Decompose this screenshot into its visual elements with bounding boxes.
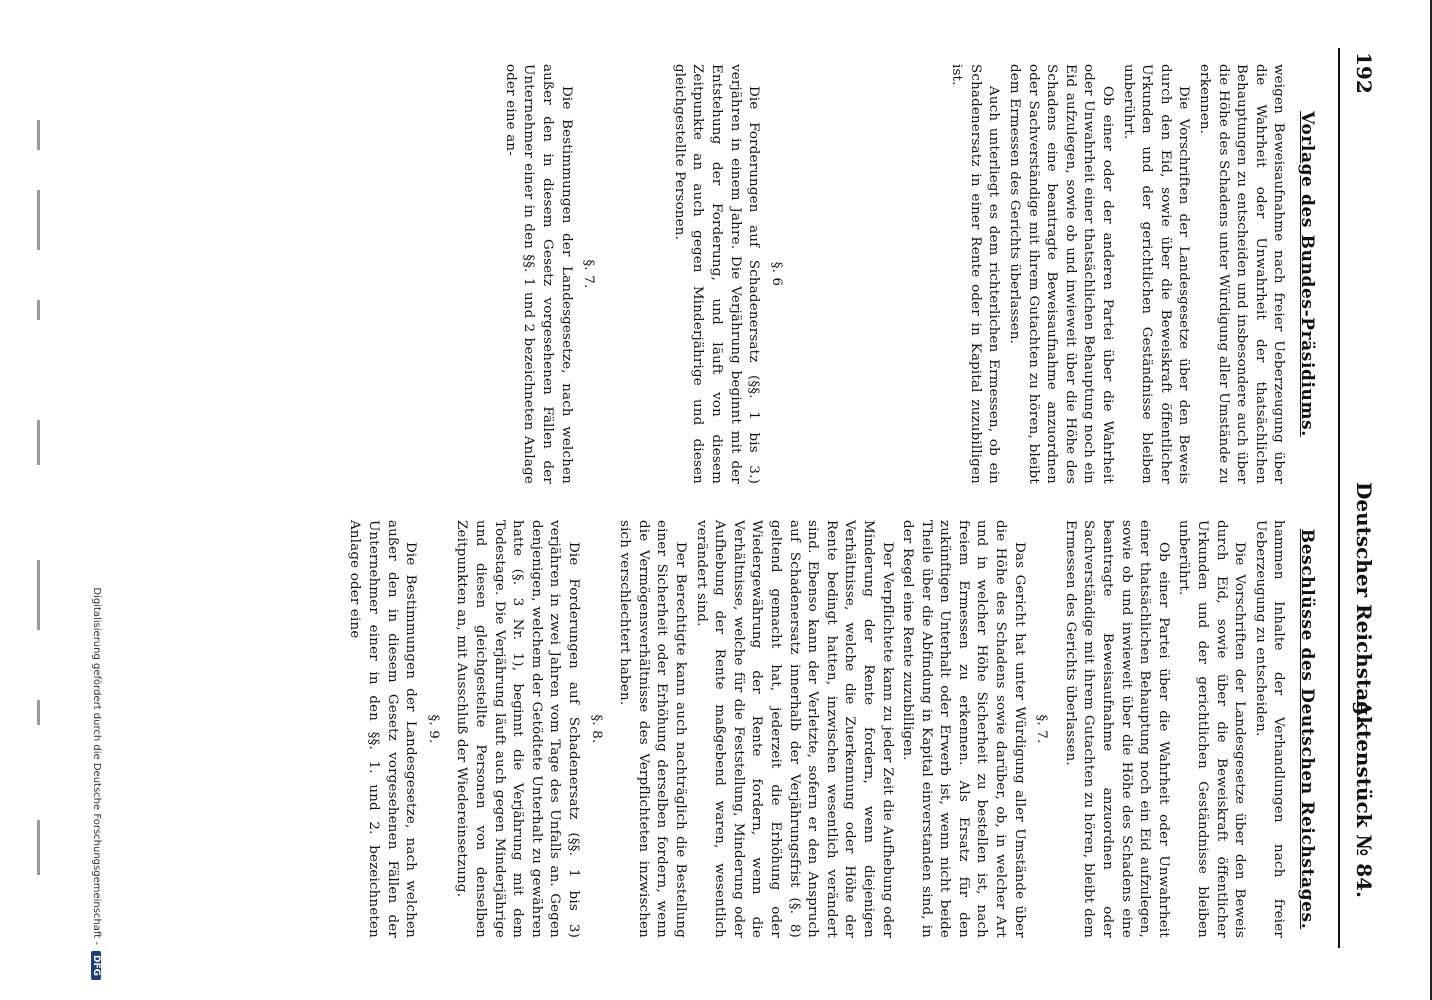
- section-heading: §. 7.: [1034, 714, 1050, 744]
- dfg-logo: DFG: [91, 951, 101, 980]
- section-heading: §. 6: [768, 261, 784, 287]
- page-number: 192: [1352, 52, 1376, 94]
- right-paragraph: Ob einer Partei über die Wahrheit oder Unwahrheit einer thatsächlichen Behauptung noch ein Eid aufzulegen, sowie ob und inwieweit über die Höhe des Schadens eine beantragte Beweisaufnahme anzuordnen oder Sachverständige mit ihrem Gutachten zu hören, bleibt dem Ermessen des Gerichts überlassen.: [1062, 520, 1171, 938]
- right-column: [343, 520, 1316, 938]
- section-heading: §. 9.: [425, 714, 441, 744]
- section-heading: §. 7.: [581, 259, 597, 289]
- section-text: Die Forderungen auf Schadenersatz (§§. 1 bis 3) verjähren in zwei Jahren vom Tage des Unfalls an. Gegen denjenigen, welchem der Getödtete Unterhalt zu gewähren hatte (§. 3 Nr. 1), beginnt die Verjährung mit dem Todestage. Die Verjährung läuft auch gegen Minderjährige und diesen gleichgestellte Personen von denselben Zeitpunkten an, mit Ausschluß der Wiedereinsetzung.: [454, 520, 582, 938]
- scan-artifacts: [30, 0, 40, 1000]
- right-column-title: Beschlüsse des Deutschen Reichstages.: [1297, 528, 1317, 930]
- section-text: Die Forderungen auf Schadenersatz (§§. 1 bis 3.) verjähren in einem Jahre. Die Verjährung beginnt mit der Entstehung der Forderung, und läuft von diesem Zeitpunkte an auch gegen Minderjährige und diesen gleichgestellte Personen.: [671, 64, 762, 484]
- section-text: Der Verpflichtete kann zu jeder Zeit die Aufhebung oder Minderung der Rente fordern, wenn diejenigen Verhältnisse, welche die Zuerkennung oder Höhe der Rente bedingt hatten, inzwischen wesentlich verändert sind. Ebenso kann der Verletzte, sofern er den Anspruch auf Schadenersatz innerhalb der Verjährungsfrist (§. 8) geltend gemacht hat, jederzeit die Erhöhung oder Wiedergewährung der Rente fordern, wenn die Verhältnisse, welche für die Feststellung, Minderung oder Aufhebung der Rente maßgebend waren, wesentlich verändert sind.: [693, 520, 895, 938]
- section-text: Das Gericht hat unter Würdigung aller Umstände über die Höhe des Schadens sowie darüber, ob, in welcher Art und in welcher Höhe Sicherheit zu bestellen ist, nach freiem Ermessen zu erkennen. Als Ersatz für den zukünftigen Unterhalt oder Erwerb ist, wenn nicht beide Theile über die Abfindung in Kapital einverstanden sind, in der Regel eine Rente zuzubilligen.: [900, 520, 1027, 938]
- left-paragraph: weigen Beweisaufnahme nach freier Ueberzeugung über die Wahrheit oder Unwahrheit der thatsächlichen Behauptungen zu entscheiden und insbesondere auch über die Höhe des Schadens unter Würdigung aller Umstände zu erkennen.: [1197, 64, 1287, 484]
- section-text: Die Bestimmungen der Landesgesetze, nach welchen außer den in diesem Gesetz vorgesehenen Fällen der Unternehmer einer in den §§. 1 und 2 bezeichneten Anlage oder eine an-: [502, 64, 574, 484]
- left-paragraph: Auch unterliegt es dem richterlichen Ermessen, ob ein Schadenersatz in einer Rente oder in Kapital zuzubilligen ist.: [949, 64, 1002, 484]
- document-reference: Aktenstück № 84.: [1352, 700, 1376, 898]
- credit-text: Digitalisierung gefördert durch die Deutsche Forschungsgemeinschaft -: [91, 587, 102, 945]
- section-text: Die Bestimmungen der Landesgesetze, nach welchen außer den in diesem Gesetz vorgesehenen Fällen der Unternehmer einer in den §§. 1. und 2. bezeichneten Anlage oder eine: [347, 520, 419, 938]
- left-paragraph: Ob einer oder der anderen Partei über die Wahrheit oder Unwahrheit einer thatsächlichen Behauptung noch ein Eid aufzulegen, sowie ob und inwieweit über die Höhe des Schadens eine beantragte Beweisaufnahme anzuordnen oder Sachverständige mit ihrem Gutachten zu hören, bleibt dem Ermessen des Gerichts überlassen.: [1007, 64, 1116, 484]
- header-rule: [1338, 48, 1340, 948]
- page-header: [1344, 42, 1380, 958]
- right-paragraph: hammen Inhalte der Verhandlungen nach freier Ueberzeugung zu entscheiden.: [1252, 520, 1287, 938]
- right-paragraph: Die Vorschriften der Landesgesetze über den Beweis durch Eid, sowie über die Beweiskraft öffentlicher Urkunden und der gerichtlichen Geständnisse bleiben unberührt.: [1176, 520, 1248, 938]
- page-title: Deutscher Reichstag.: [1352, 482, 1376, 723]
- section-text: Der Berechtigte kann auch nachträglich die Bestellung einer Sicherheit oder Erhöhung derselben fordern, wenn die Vermögensverhältnisse des Verpflichteten inzwischen sich verschlechtert haben.: [617, 520, 688, 938]
- left-column: [498, 64, 1316, 484]
- left-column-title: Vorlage des Bundes-Präsidiums.: [1297, 111, 1317, 437]
- digitization-credit: [91, 440, 102, 980]
- section-heading: §. 8.: [588, 714, 604, 744]
- left-paragraph: Die Vorschriften der Landesgesetze über den Beweis durch den Eid, sowie über die Beweiskraft öffentlicher Urkunden und der gerichtlichen Geständnisse bleiben unberührt.: [1120, 64, 1192, 484]
